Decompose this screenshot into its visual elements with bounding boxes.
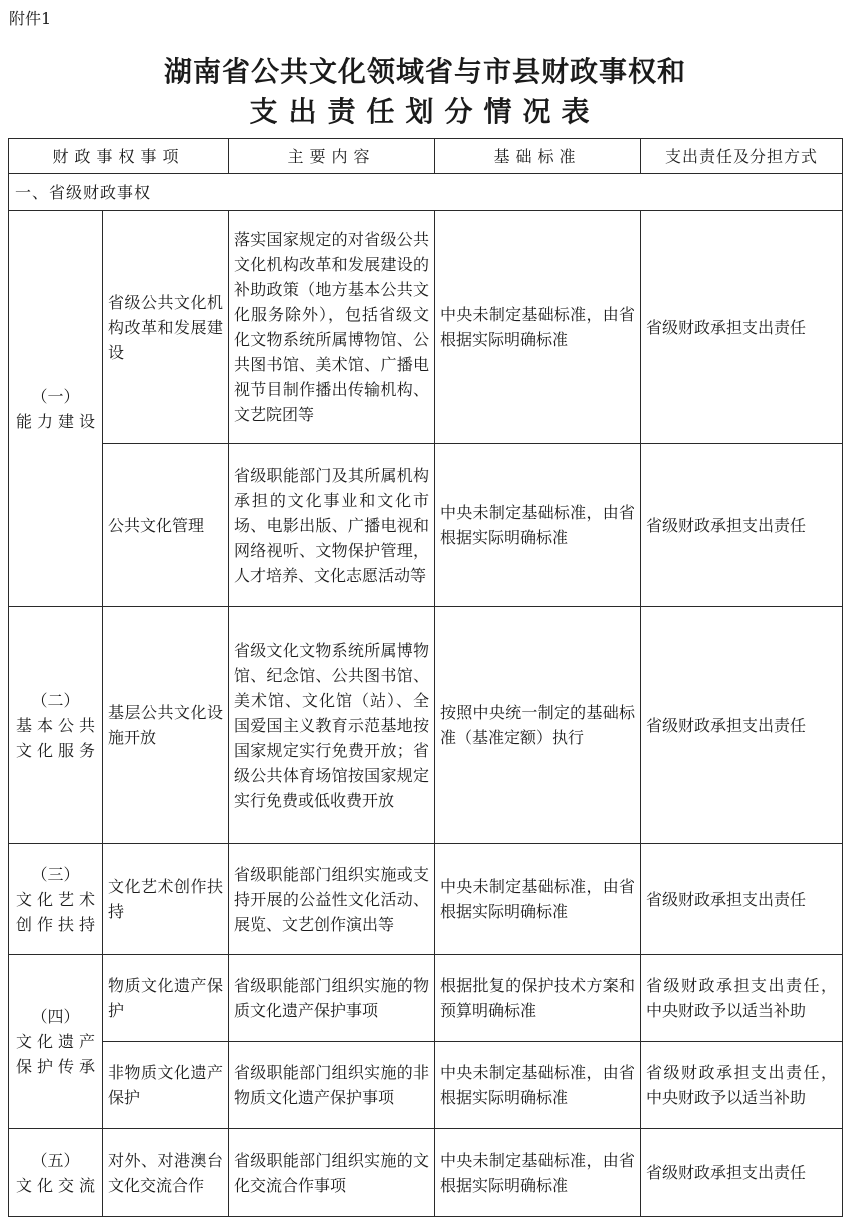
attachment-label: 附件1 <box>9 9 52 28</box>
category-label: 能力建设 <box>16 411 95 431</box>
category-number: （四） <box>31 1007 80 1026</box>
category-cell <box>9 607 103 844</box>
standard-cell: 中央未制定基础标准，由省根据实际明确标准 <box>435 844 641 955</box>
responsibility-cell: 省级财政承担支出责任，中央财政予以适当补助 <box>641 955 843 1042</box>
category-label: 文化交流 <box>16 1175 95 1195</box>
page-title-line2: 支出责任划分情况表 <box>249 95 601 128</box>
item-cell: 基层公共文化设施开放 <box>103 607 229 844</box>
category-label: 文化艺术创作扶持 <box>16 889 95 934</box>
content-cell: 省级职能部门组织实施的物质文化遗产保护事项 <box>229 955 435 1042</box>
category-number: （三） <box>31 864 80 884</box>
section-label: 一、省级财政事权 <box>9 174 843 211</box>
standard-cell: 按照中央统一制定的基础标准（基准定额）执行 <box>435 607 641 844</box>
responsibility-cell: 省级财政承担支出责任 <box>641 607 843 844</box>
category-number: （五） <box>31 1150 80 1170</box>
header-content: 主要内容 <box>229 139 435 174</box>
category-label: 文化遗产保护传承 <box>16 1032 95 1076</box>
responsibility-cell: 省级财政承担支出责任 <box>641 1129 843 1217</box>
table-row <box>9 211 843 444</box>
content-cell: 省级职能部门组织实施的非物质文化遗产保护事项 <box>229 1042 435 1129</box>
table-row <box>9 844 843 955</box>
item-cell: 省级公共文化机构改革和发展建设 <box>103 211 229 444</box>
table-row <box>9 1042 843 1129</box>
category-number: （二） <box>31 690 80 710</box>
responsibility-cell: 省级财政承担支出责任 <box>641 444 843 607</box>
item-cell: 非物质文化遗产保护 <box>103 1042 229 1129</box>
table-row <box>9 1129 843 1217</box>
category-cell <box>9 844 103 955</box>
item-cell: 对外、对港澳台文化交流合作 <box>103 1129 229 1217</box>
standard-cell: 中央未制定基础标准，由省根据实际明确标准 <box>435 1129 641 1217</box>
page-title-line1: 湖南省公共文化领域省与市县财政事权和 <box>163 55 686 88</box>
table-row <box>9 607 843 844</box>
table-header-row <box>9 139 843 174</box>
section-row <box>9 174 843 211</box>
responsibility-table <box>8 138 843 1217</box>
header-responsibility: 支出责任及分担方式 <box>641 139 843 174</box>
content-cell: 省级文化文物系统所属博物馆、纪念馆、公共图书馆、美术馆、文化馆（站）、全国爱国主义教育示范基地按国家规定实行免费开放；省级公共体育场馆按国家规定实行免费或低收费开放 <box>229 607 435 844</box>
item-cell: 物质文化遗产保护 <box>103 955 229 1042</box>
table-row <box>9 444 843 607</box>
responsibility-cell: 省级财政承担支出责任 <box>641 844 843 955</box>
category-number: （一） <box>31 386 80 406</box>
header-standard: 基础标准 <box>435 139 641 174</box>
category-cell <box>9 211 103 607</box>
standard-cell: 根据批复的保护技术方案和预算明确标准 <box>435 955 641 1042</box>
standard-cell: 中央未制定基础标准，由省根据实际明确标准 <box>435 444 641 607</box>
content-cell: 省级职能部门组织实施的文化交流合作事项 <box>229 1129 435 1217</box>
responsibility-cell: 省级财政承担支出责任，中央财政予以适当补助 <box>641 1042 843 1129</box>
category-label: 基本公共文化服务 <box>16 715 95 760</box>
content-cell: 落实国家规定的对省级公共文化机构改革和发展建设的补助政策（地方基本公共文化服务除外），包括省级文化文物系统所属博物馆、公共图书馆、美术馆、广播电视节目制作播出传输机构、文艺院团等 <box>229 211 435 444</box>
category-cell <box>9 1129 103 1217</box>
category-cell <box>9 955 103 1129</box>
content-cell: 省级职能部门及其所属机构承担的文化事业和文化市场、电影出版、广播电视和网络视听、文物保护管理，人才培养、文化志愿活动等 <box>229 444 435 607</box>
item-cell: 文化艺术创作扶持 <box>103 844 229 955</box>
header-item: 财政事权事项 <box>9 139 229 174</box>
content-cell: 省级职能部门组织实施或支持开展的公益性文化活动、展览、文艺创作演出等 <box>229 844 435 955</box>
item-cell: 公共文化管理 <box>103 444 229 607</box>
responsibility-cell: 省级财政承担支出责任 <box>641 211 843 444</box>
standard-cell: 中央未制定基础标准，由省根据实际明确标准 <box>435 211 641 444</box>
standard-cell: 中央未制定基础标准，由省根据实际明确标准 <box>435 1042 641 1129</box>
table-row <box>9 955 843 1042</box>
